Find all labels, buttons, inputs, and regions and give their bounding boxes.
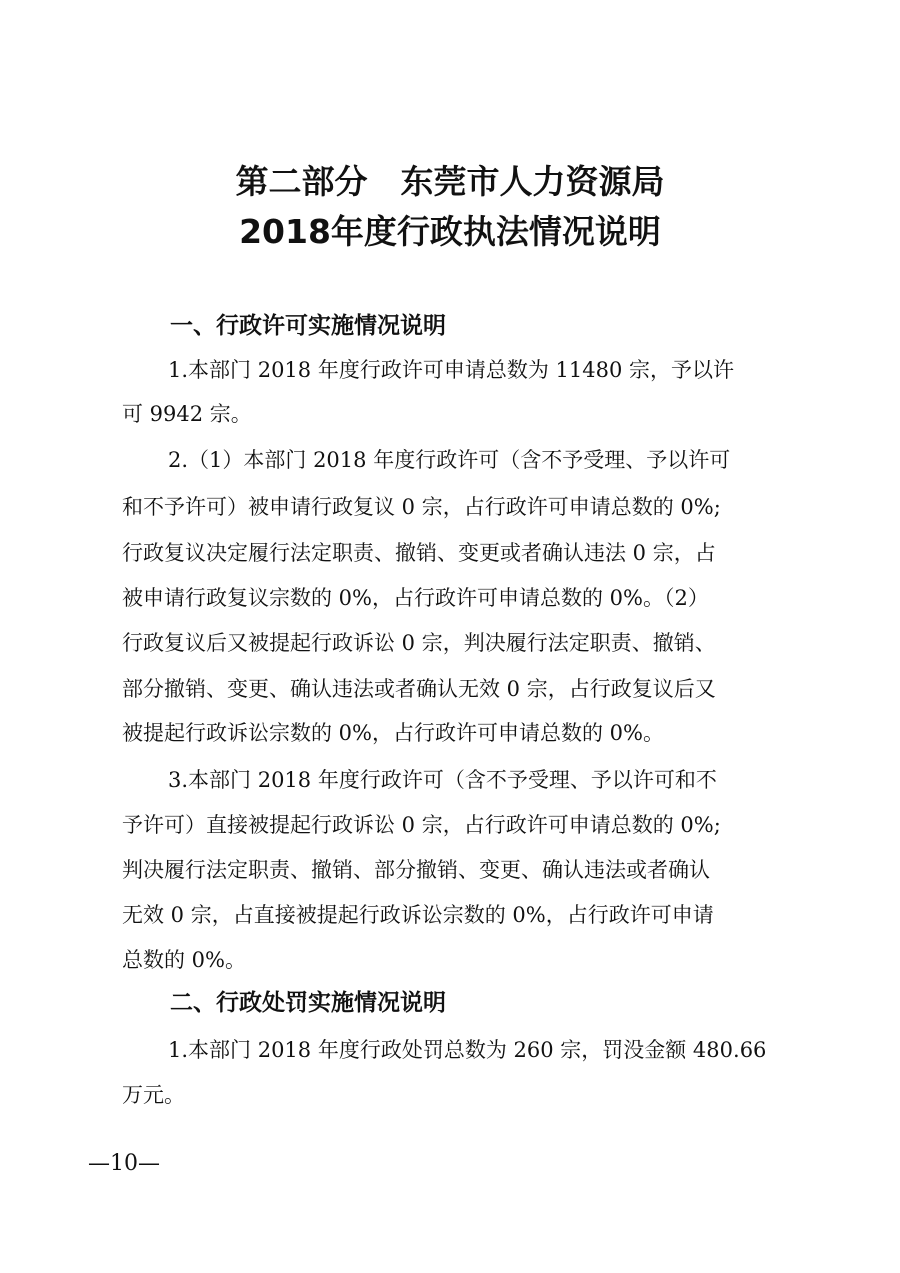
page-title-line-1: 第二部分 东莞市人力资源局: [235, 162, 665, 201]
page-number: —10—: [88, 1151, 160, 1176]
page-title-line-2: 2018年度行政执法情况说明: [239, 212, 661, 251]
paragraph-line: 被申请行政复议宗数的 0%，占行政许可申请总数的 0%。（2）: [122, 586, 709, 610]
paragraph-line: 行政复议后又被提起行政诉讼 0 宗，判决履行法定职责、撤销、: [122, 631, 716, 655]
paragraph-line: 总数的 0%。: [122, 948, 246, 972]
section-heading-administrative-penalty: 二、行政处罚实施情况说明: [170, 990, 446, 1016]
paragraph-line: 判决履行法定职责、撤销、部分撤销、变更、确认违法或者确认: [122, 858, 710, 882]
paragraph-line: 和不予许可）被申请行政复议 0 宗，占行政许可申请总数的 0%;: [122, 495, 721, 519]
paragraph-line: 予许可）直接被提起行政诉讼 0 宗，占行政许可申请总数的 0%;: [122, 813, 721, 837]
section-heading-administrative-licensing: 一、行政许可实施情况说明: [170, 313, 446, 339]
paragraph-line: 无效 0 宗，占直接被提起行政诉讼宗数的 0%，占行政许可申请: [122, 903, 714, 927]
paragraph-line: 3.本部门 2018 年度行政许可（含不予受理、予以许可和不: [168, 768, 717, 792]
paragraph-line: 部分撤销、变更、确认违法或者确认无效 0 宗，占行政复议后又: [122, 677, 716, 701]
paragraph-line: 行政复议决定履行法定职责、撤销、变更或者确认违法 0 宗，占: [122, 541, 716, 565]
paragraph-line: 1.本部门 2018 年度行政许可申请总数为 11480 宗，予以许: [168, 358, 734, 382]
paragraph-line: 1.本部门 2018 年度行政处罚总数为 260 宗，罚没金额 480.66: [168, 1038, 767, 1062]
paragraph-line: 被提起行政诉讼宗数的 0%，占行政许可申请总数的 0%。: [122, 721, 664, 745]
paragraph-line: 万元。: [122, 1083, 185, 1107]
paragraph-line: 2.（1）本部门 2018 年度行政许可（含不予受理、予以许可: [168, 448, 731, 472]
paragraph-line: 可 9942 宗。: [122, 402, 252, 426]
